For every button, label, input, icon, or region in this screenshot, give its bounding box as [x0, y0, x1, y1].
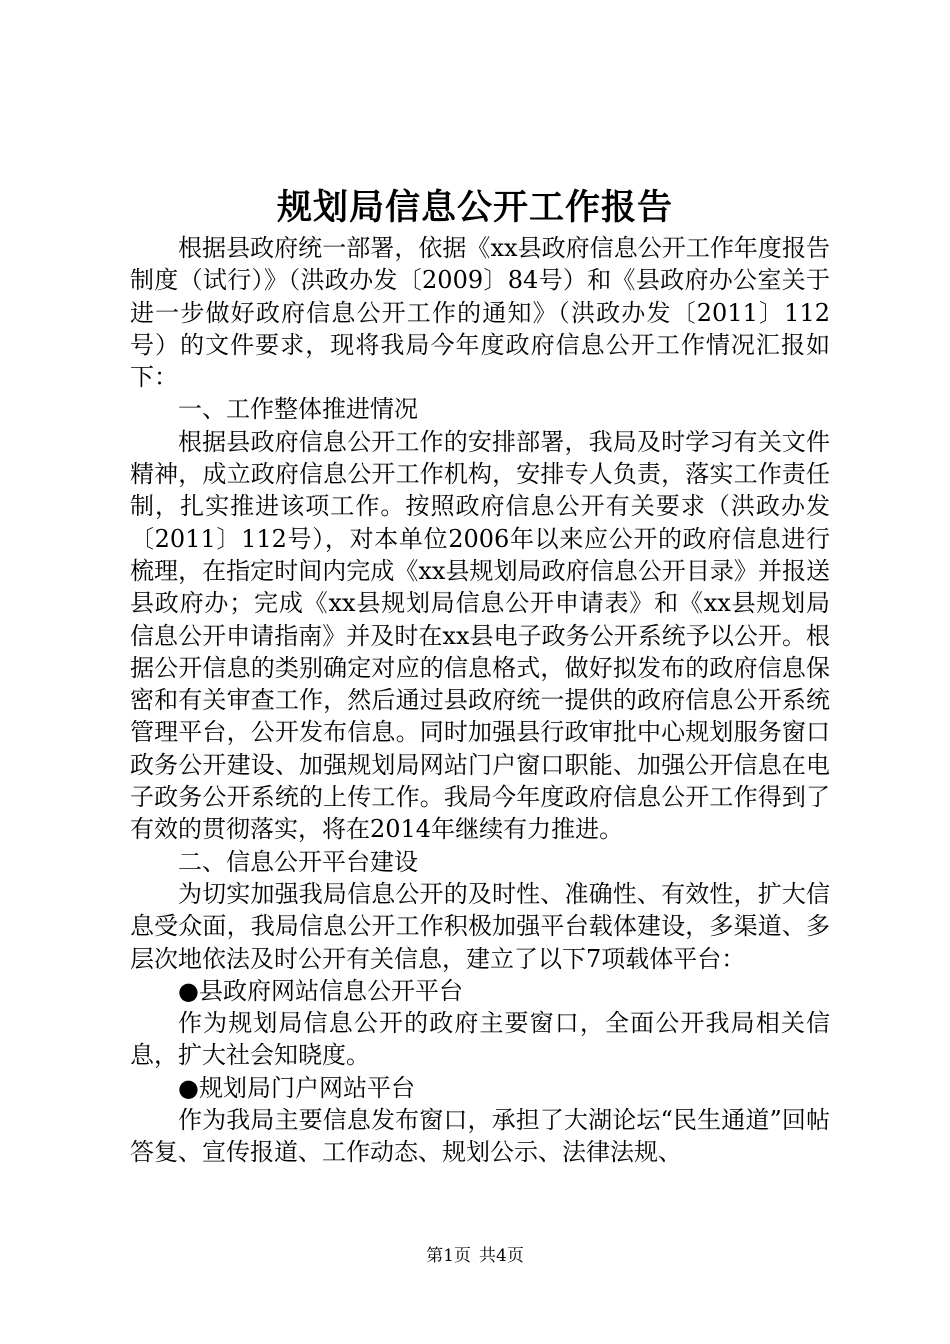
document-title: 规划局信息公开工作报告: [276, 187, 673, 228]
section-2-paragraph: 为切实加强我局信息公开的及时性、准确性、有效性，扩大信息受众面，我局信息公开工作积极加强平台载体建设，多渠道、多层次地依法及时公开有关信息，建立了以下7项载体平台：: [130, 879, 830, 973]
page-total: 共4页: [479, 1246, 524, 1266]
section-1-paragraph: 根据县政府信息公开工作的安排部署，我局及时学习有关文件精神，成立政府信息公开工作机构，安排专人负责，落实工作责任制，扎实推进该项工作。按照政府信息公开有关要求（洪政办发〔2011〕112号），对本单位2006年以来应公开的政府信息进行梳理，在指定时间内完成《xx县规划局政府信息公开目录》并报送县政府办；完成《xx县规划局信息公开申请表》和《xx县规划局信息公开申请指南》并及时在xx县电子政务公开系统予以公开。根据公开信息的类别确定对应的信息格式，做好拟发布的政府信息保密和有关审查工作，然后通过县政府统一提供的政府信息公开系统管理平台，公开发布信息。同时加强县行政审批中心规划服务窗口政务公开建设、加强规划局网站门户窗口职能、加强公开信息在电子政务公开系统的上传工作。我局今年度政府信息公开工作得到了有效的贯彻落实，将在2014年继续有力推进。: [130, 427, 830, 844]
bullet-item-bureau-portal-desc: 作为我局主要信息发布窗口，承担了大湖论坛“民生通道”回帖答复、宣传报道、工作动态、规划公示、法律法规、: [130, 1106, 830, 1167]
intro-paragraph: 根据县政府统一部署，依据《xx县政府信息公开工作年度报告制度（试行）》（洪政办发〔2009〕84号）和《县政府办公室关于进一步做好政府信息公开工作的通知》（洪政办发〔2011〕112号）的文件要求，现将我局今年度政府信息公开工作情况汇报如下：: [130, 234, 830, 392]
document-body: [130, 232, 830, 1169]
bullet-item-bureau-portal: ●规划局门户网站平台: [178, 1073, 415, 1102]
bullet-item-county-website: ●县政府网站信息公开平台: [178, 976, 463, 1005]
bullet-item-county-website-desc: 作为规划局信息公开的政府主要窗口，全面公开我局相关信息，扩大社会知晓度。: [130, 1009, 830, 1070]
page-number: 第1页: [426, 1246, 471, 1266]
section-heading-1: 一、工作整体推进情况: [178, 395, 418, 424]
page-footer: [0, 1244, 950, 1268]
section-heading-2: 二、信息公开平台建设: [178, 847, 418, 876]
